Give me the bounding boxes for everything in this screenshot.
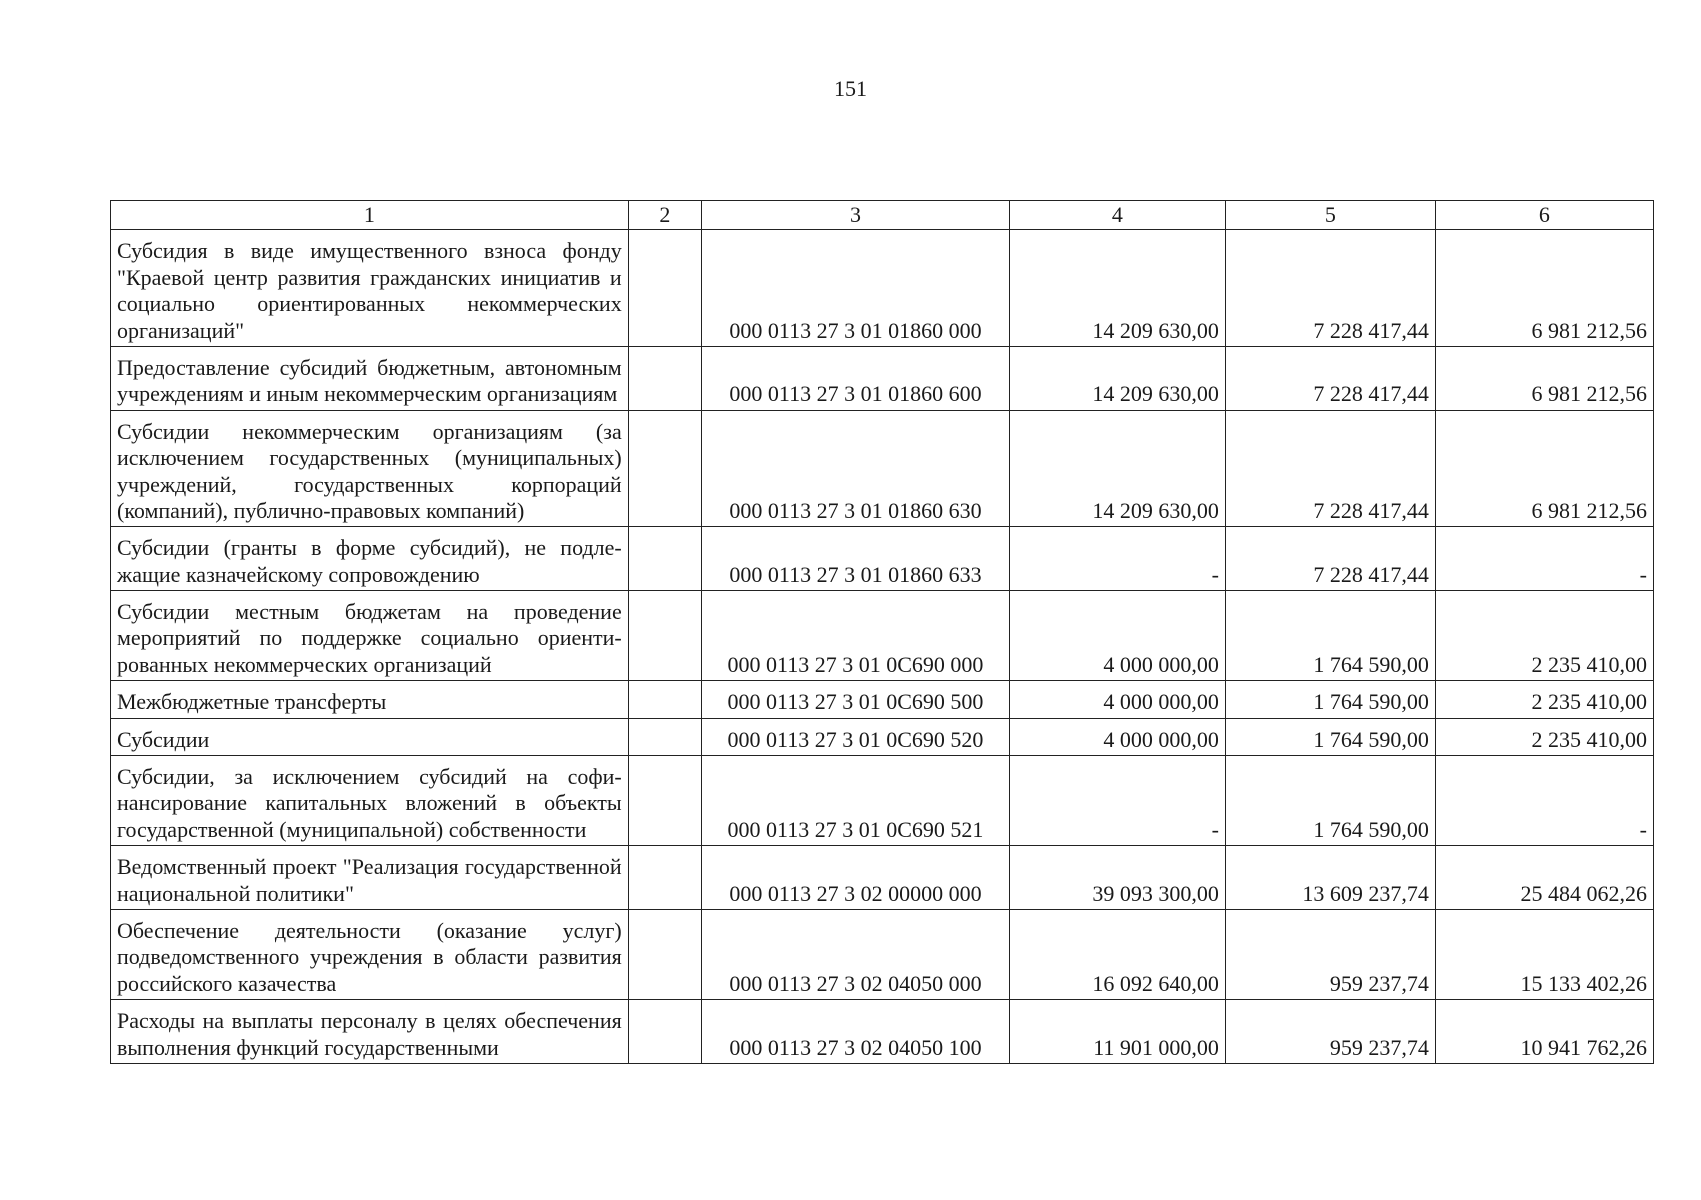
row-name-cell: Субсидии (гранты в форме субсидий), не подлежащие казначейскому сопровождению xyxy=(111,527,629,591)
row-code-cell: 000 0113 27 3 01 01860 600 xyxy=(702,346,1010,410)
row-value-col4-cell: 14 209 630,00 xyxy=(1009,230,1225,347)
row-code-cell: 000 0113 27 3 01 0С690 500 xyxy=(702,681,1010,718)
row-value-col5-cell: 959 237,74 xyxy=(1225,1000,1435,1064)
column-header: 4 xyxy=(1009,201,1225,230)
table-row xyxy=(111,230,1654,347)
row-value-col6-cell: - xyxy=(1435,527,1653,591)
table-row xyxy=(111,681,1654,718)
row-value-col5-cell: 959 237,74 xyxy=(1225,909,1435,999)
row-code-cell: 000 0113 27 3 02 04050 000 xyxy=(702,909,1010,999)
table-row xyxy=(111,346,1654,410)
row-value-col4-cell: 11 901 000,00 xyxy=(1009,1000,1225,1064)
row-value-col5-cell: 7 228 417,44 xyxy=(1225,527,1435,591)
column-number-row xyxy=(111,201,1654,230)
row-col2-cell xyxy=(628,527,701,591)
table-row xyxy=(111,591,1654,681)
row-code-cell: 000 0113 27 3 01 0С690 520 xyxy=(702,718,1010,755)
row-value-col6-cell: 2 235 410,00 xyxy=(1435,681,1653,718)
table-row xyxy=(111,718,1654,755)
row-value-col4-cell: - xyxy=(1009,756,1225,846)
row-col2-cell xyxy=(628,909,701,999)
row-col2-cell xyxy=(628,756,701,846)
row-value-col5-cell: 1 764 590,00 xyxy=(1225,756,1435,846)
row-name-cell: Субсидии местным бюджетам на проведение мероприятий по поддержке социально ориентированных некоммерческих организаций xyxy=(111,591,629,681)
table-row xyxy=(111,1000,1654,1064)
row-value-col5-cell: 13 609 237,74 xyxy=(1225,846,1435,910)
row-col2-cell xyxy=(628,410,701,527)
column-header: 3 xyxy=(702,201,1010,230)
table-row xyxy=(111,846,1654,910)
row-name-cell: Предоставление субсидий бюджетным, автономным учреждениям и иным некоммерческим организациям xyxy=(111,346,629,410)
row-name-cell: Субсидия в виде имущественного взноса фонду "Краевой центр развития гражданских инициатив и социально ориентированных некоммерческих организаций" xyxy=(111,230,629,347)
row-value-col5-cell: 7 228 417,44 xyxy=(1225,230,1435,347)
row-col2-cell xyxy=(628,846,701,910)
row-code-cell: 000 0113 27 3 01 0С690 000 xyxy=(702,591,1010,681)
table-row xyxy=(111,410,1654,527)
column-header: 5 xyxy=(1225,201,1435,230)
column-header: 2 xyxy=(628,201,701,230)
row-name-cell: Обеспечение деятельности (оказание услуг) подведомственного учреждения в области развития российского казачества xyxy=(111,909,629,999)
row-col2-cell xyxy=(628,230,701,347)
row-value-col6-cell: 10 941 762,26 xyxy=(1435,1000,1653,1064)
row-value-col4-cell: 4 000 000,00 xyxy=(1009,681,1225,718)
table-row xyxy=(111,909,1654,999)
row-value-col5-cell: 1 764 590,00 xyxy=(1225,718,1435,755)
row-value-col5-cell: 7 228 417,44 xyxy=(1225,346,1435,410)
row-col2-cell xyxy=(628,1000,701,1064)
row-value-col4-cell: - xyxy=(1009,527,1225,591)
row-value-col5-cell: 1 764 590,00 xyxy=(1225,591,1435,681)
row-value-col5-cell: 1 764 590,00 xyxy=(1225,681,1435,718)
row-value-col6-cell: 6 981 212,56 xyxy=(1435,410,1653,527)
row-name-cell: Субсидии некоммерческим организациям (за исключением государственных (муниципальных) учреждений, государственных корпораций (компаний), публично-правовых компаний) xyxy=(111,410,629,527)
row-value-col4-cell: 16 092 640,00 xyxy=(1009,909,1225,999)
row-code-cell: 000 0113 27 3 01 01860 630 xyxy=(702,410,1010,527)
row-col2-cell xyxy=(628,718,701,755)
row-value-col5-cell: 7 228 417,44 xyxy=(1225,410,1435,527)
row-name-cell: Межбюджетные трансферты xyxy=(111,681,629,718)
row-value-col4-cell: 14 209 630,00 xyxy=(1009,410,1225,527)
row-value-col6-cell: 2 235 410,00 xyxy=(1435,718,1653,755)
row-value-col6-cell: - xyxy=(1435,756,1653,846)
budget-table-body xyxy=(111,201,1654,1064)
row-value-col4-cell: 4 000 000,00 xyxy=(1009,591,1225,681)
row-value-col6-cell: 25 484 062,26 xyxy=(1435,846,1653,910)
page-number: 151 xyxy=(834,76,867,101)
row-code-cell: 000 0113 27 3 01 0С690 521 xyxy=(702,756,1010,846)
table-row xyxy=(111,756,1654,846)
row-col2-cell xyxy=(628,591,701,681)
row-value-col4-cell: 14 209 630,00 xyxy=(1009,346,1225,410)
row-value-col6-cell: 15 133 402,26 xyxy=(1435,909,1653,999)
column-header: 6 xyxy=(1435,201,1653,230)
row-name-cell: Расходы на выплаты персоналу в целях обеспечения выполнения функций государственными xyxy=(111,1000,629,1064)
column-header: 1 xyxy=(111,201,629,230)
row-name-cell: Ведомственный проект "Реализация государственной национальной политики" xyxy=(111,846,629,910)
row-col2-cell xyxy=(628,681,701,718)
row-value-col6-cell: 6 981 212,56 xyxy=(1435,230,1653,347)
budget-table xyxy=(110,200,1654,1064)
row-code-cell: 000 0113 27 3 01 01860 000 xyxy=(702,230,1010,347)
row-value-col4-cell: 39 093 300,00 xyxy=(1009,846,1225,910)
row-value-col4-cell: 4 000 000,00 xyxy=(1009,718,1225,755)
row-name-cell: Субсидии, за исключением субсидий на софинансирование капитальных вложений в объекты государственной (муниципальной) собственности xyxy=(111,756,629,846)
row-value-col6-cell: 2 235 410,00 xyxy=(1435,591,1653,681)
row-col2-cell xyxy=(628,346,701,410)
row-value-col6-cell: 6 981 212,56 xyxy=(1435,346,1653,410)
row-code-cell: 000 0113 27 3 02 00000 000 xyxy=(702,846,1010,910)
row-code-cell: 000 0113 27 3 01 01860 633 xyxy=(702,527,1010,591)
table-row xyxy=(111,527,1654,591)
row-name-cell: Субсидии xyxy=(111,718,629,755)
row-code-cell: 000 0113 27 3 02 04050 100 xyxy=(702,1000,1010,1064)
